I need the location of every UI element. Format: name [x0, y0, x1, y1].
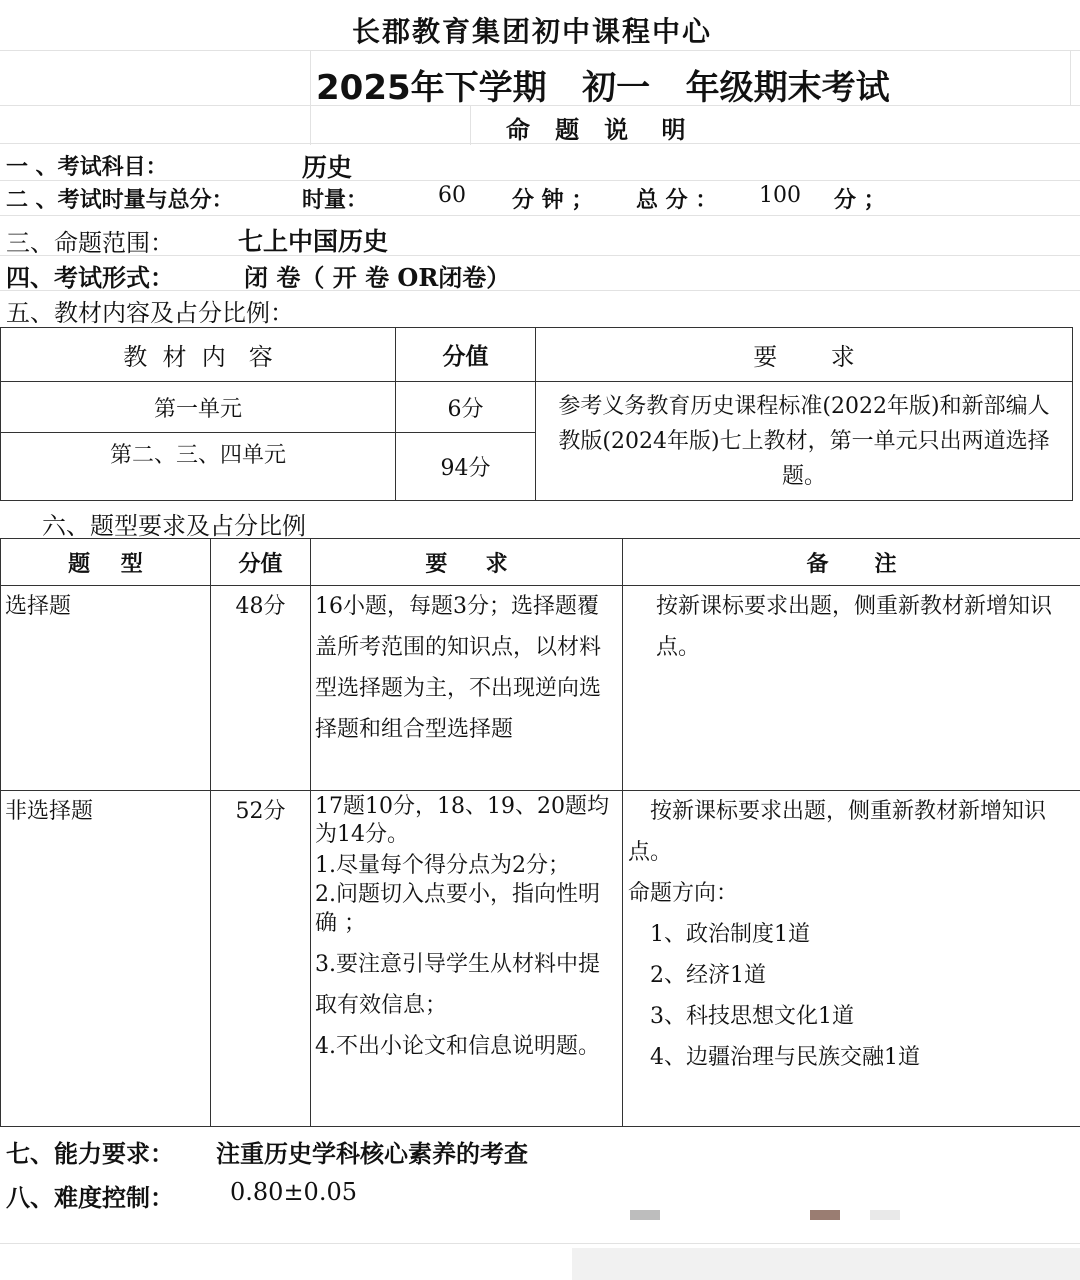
difficulty-value: 0.80±0.05	[230, 1178, 357, 1206]
header-note: 备 注	[623, 539, 1080, 586]
time-score-label: 二 、考试时量与总分：	[6, 188, 234, 213]
requirement-cell	[311, 791, 623, 1127]
requirement-intro: 17题10分，18、19、20题均为14分。	[315, 794, 609, 847]
header-requirement: 要 求	[536, 328, 1073, 382]
scope-label: 三、命题范围：	[6, 229, 174, 257]
score-cell: 94分	[396, 433, 536, 501]
content-table	[0, 327, 1073, 501]
score-cell: 48分	[211, 586, 311, 791]
ability-value: 注重历史学科核心素养的考查	[216, 1140, 528, 1168]
list-item: 1、政治制度1道	[650, 922, 810, 947]
table-row	[1, 382, 1073, 433]
scan-artifact	[630, 1210, 660, 1220]
content-cell: 第二、三、四单元	[1, 433, 396, 501]
header-type: 题 型	[1, 539, 211, 586]
requirement-item: 1.尽量每个得分点为2分；	[315, 853, 570, 878]
note-text: 按新课标要求出题，侧重新教材新增知识点。	[628, 799, 1047, 865]
content-table-header	[1, 328, 1073, 382]
gridline	[1070, 50, 1071, 105]
header-requirement: 要 求	[311, 539, 623, 586]
gridline	[310, 50, 311, 145]
note-cell: 按新课标要求出题，侧重新教材新增知识点。	[623, 586, 1080, 791]
time-label: 时量：	[302, 188, 369, 213]
subject-value: 历史	[302, 153, 353, 182]
ability-label: 七、能力要求：	[6, 1140, 174, 1168]
scope-value: 七上中国历史	[238, 227, 389, 256]
gridline	[470, 105, 471, 145]
table-row	[1, 586, 1080, 791]
requirement-item: 4.不出小论文和信息说明题。	[315, 1034, 600, 1059]
header-score: 分值	[396, 328, 536, 382]
minutes-unit: 分 钟 ；	[512, 188, 594, 213]
points-unit: 分 ；	[834, 188, 886, 213]
total-value: 100	[759, 183, 801, 208]
requirement-item: 2.问题切入点要小，指向性明确 ；	[315, 882, 600, 936]
subject-label: 一 、考试科目：	[6, 155, 168, 180]
direction-label: 命题方向：	[628, 881, 739, 906]
difficulty-label: 八、难度控制：	[6, 1184, 174, 1212]
scan-artifact	[572, 1248, 1080, 1280]
org-title: 长郡教育集团初中课程中心	[352, 15, 713, 48]
gridline	[0, 215, 1080, 216]
note-cell	[623, 791, 1080, 1127]
requirement-cell: 16小题，每题3分；选择题覆盖所考范围的知识点，以材料型选择题为主，不出现逆向选择题和组合型选择题	[311, 586, 623, 791]
scan-artifact	[810, 1210, 840, 1220]
type-cell: 选择题	[1, 586, 211, 791]
score-cell: 52分	[211, 791, 311, 1127]
type-cell: 非选择题	[1, 791, 211, 1127]
table-row	[1, 791, 1080, 1127]
content-ratio-label: 五、教材内容及占分比例：	[6, 299, 294, 327]
type-table-header	[1, 539, 1080, 586]
doc-title: 命 题 说 明	[506, 115, 686, 144]
type-table	[0, 538, 1080, 1127]
format-label: 四、考试形式：	[6, 264, 174, 292]
content-cell: 第一单元	[1, 382, 396, 433]
exam-title: 2025年下学期 初一 年级期末考试	[316, 68, 890, 108]
list-item: 3、科技思想文化1道	[650, 1004, 854, 1029]
time-value: 60	[438, 183, 466, 208]
type-ratio-label: 六、题型要求及占分比例	[42, 512, 306, 540]
list-item: 2、经济1道	[650, 963, 766, 988]
gridline	[0, 50, 1080, 51]
gridline	[0, 1243, 1080, 1244]
total-label: 总 分 ：	[636, 188, 718, 213]
scan-artifact	[870, 1210, 900, 1220]
header-score: 分值	[211, 539, 311, 586]
header-content: 教 材 内 容	[1, 328, 396, 382]
requirement-item: 3.要注意引导学生从材料中提取有效信息；	[315, 952, 600, 1018]
format-value: 闭 卷（ 开 卷 OR闭卷）	[244, 263, 511, 292]
list-item: 4、边疆治理与民族交融1道	[650, 1045, 920, 1070]
requirement-cell: 参考义务教育历史课程标准(2022年版)和新部编人教版(2024年版)七上教材，第一单元只出两道选择题。	[536, 382, 1073, 501]
score-cell: 6分	[396, 382, 536, 433]
